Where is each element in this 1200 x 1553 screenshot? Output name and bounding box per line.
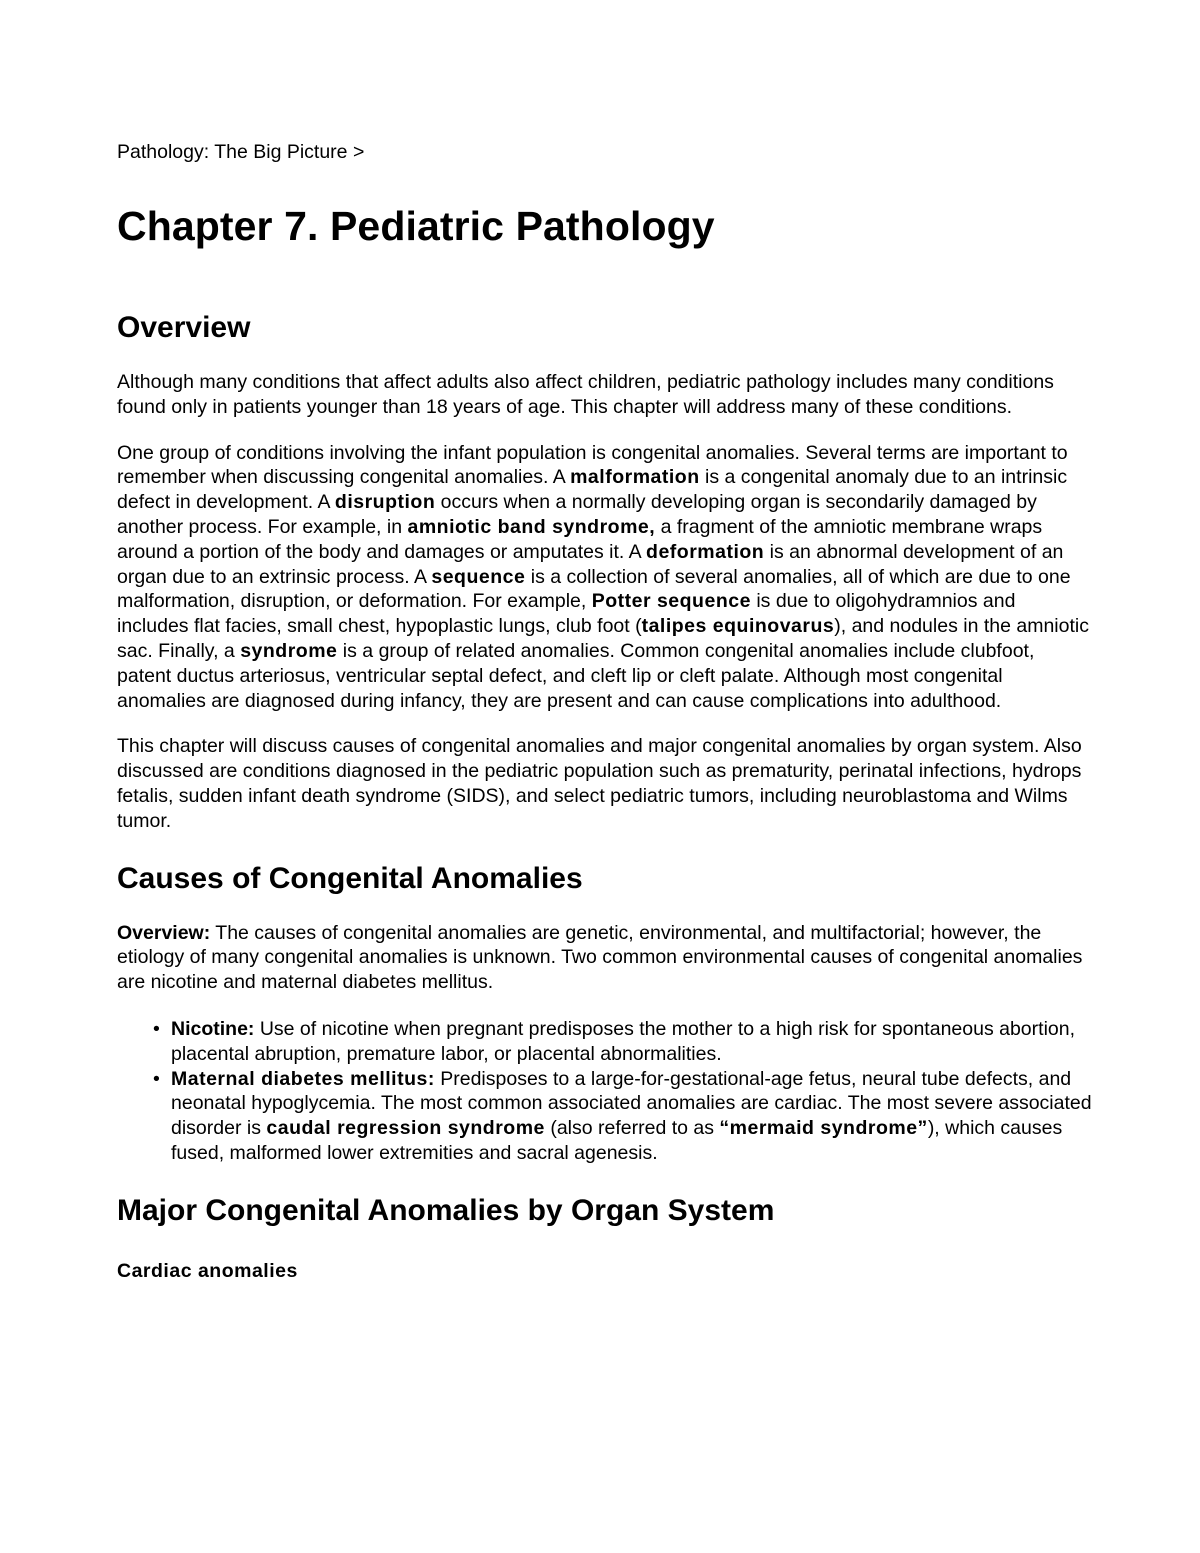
text-run: is a group of related anomalies. Common congenital anomalies include clubfoot, patent ductus arteriosus, ventricular septal defect, and cleft lip or cleft palate. Although most congenital anomalies are diagnosed during infancy, they are present and can cause complications into adulthood. <box>117 639 1035 712</box>
cardiac-anomalies-subheading: Cardiac anomalies <box>117 1259 298 1282</box>
list-item-maternal-diabetes <box>153 1067 1092 1166</box>
text-run: ), and nodules in the amniotic sac. Finally, a <box>117 615 1089 662</box>
nicotine-label: Nicotine: <box>171 1017 255 1040</box>
text-run: is a congenital anomaly due to an intrinsic defect in development. A <box>117 466 1068 514</box>
term-amniotic-band-syndrome: amniotic band syndrome, <box>407 515 656 538</box>
overview-paragraph-3: This chapter will discuss causes of congenital anomalies and major congenital anomalies by organ system. Also discussed are conditions diagnosed in the pediatric population such as prematurity, perinatal infections, hydrops fetalis, sudden infant death syndrome (SIDS), and select pediatric tumors, including neuroblastoma and Wilms tumor. <box>117 735 1082 832</box>
causes-heading: Causes of Congenital Anomalies <box>117 861 583 895</box>
causes-list <box>117 1017 1092 1166</box>
maternal-diabetes-label: Maternal diabetes mellitus: <box>171 1067 435 1090</box>
term-caudal-regression-syndrome: caudal regression syndrome <box>266 1117 545 1140</box>
overview-label: Overview: <box>117 921 211 944</box>
text-run: Use of nicotine when pregnant predisposes the mother to a high risk for spontaneous abortion, placental abruption, premature labor, or placental abnormalities. <box>171 1017 1076 1065</box>
term-sequence: sequence <box>431 565 526 588</box>
causes-overview-paragraph <box>117 921 1092 995</box>
term-deformation: deformation <box>646 540 765 563</box>
bullet-icon: • <box>153 1017 160 1040</box>
text-run: One group of conditions involving the infant population is congenital anomalies. Several terms are important to remember when discussing congenital anomalies. A <box>117 441 1068 489</box>
breadcrumb[interactable]: Pathology: The Big Picture > <box>117 141 365 163</box>
term-talipes-equinovarus: talipes equinovarus <box>641 615 835 638</box>
text-run: ), which causes fused, malformed lower extremities and sacral agenesis. <box>171 1117 1063 1164</box>
major-anomalies-heading: Major Congenital Anomalies by Organ System <box>117 1193 775 1227</box>
text-run: Predisposes to a large-for-gestational-age fetus, neural tube defects, and neonatal hypoglycemia. The most common associated anomalies are cardiac. The most severe associated disorder is <box>171 1067 1092 1140</box>
text-run: The causes of congenital anomalies are genetic, environmental, and multifactorial; however, the etiology of many congenital anomalies is unknown. Two common environmental causes of congenital anomalies are nicotine and maternal diabetes mellitus. <box>117 921 1083 994</box>
overview-paragraph-1: Although many conditions that affect adults also affect children, pediatric pathology includes many conditions found only in patients younger than 18 years of age. This chapter will address many of these conditions. <box>117 371 1054 418</box>
overview-heading: Overview <box>117 311 251 344</box>
bullet-icon: • <box>153 1067 160 1090</box>
text-run: a fragment of the amniotic membrane wraps around a portion of the body and damages or amputates it. A <box>117 515 1043 563</box>
overview-paragraph-2 <box>117 441 1092 714</box>
term-mermaid-syndrome: “mermaid syndrome” <box>719 1117 928 1140</box>
text-run: (also referred to as <box>544 1117 720 1140</box>
term-syndrome: syndrome <box>240 639 338 662</box>
document-page <box>117 140 1092 1284</box>
text-run: is an abnormal development of an organ due to an extrinsic process. A <box>117 540 1064 588</box>
text-run: is a collection of several anomalies, all of which are due to one malformation, disruption, or deformation. For example, <box>117 565 1071 613</box>
term-potter-sequence: Potter sequence <box>591 590 751 613</box>
term-malformation: malformation <box>570 466 700 489</box>
text-run: is due to oligohydramnios and includes flat facies, small chest, hypoplastic lungs, club foot ( <box>117 590 1016 638</box>
chapter-title: Chapter 7. Pediatric Pathology <box>117 203 715 249</box>
list-item-nicotine <box>153 1017 1092 1067</box>
term-disruption: disruption <box>334 491 436 514</box>
text-run: occurs when a normally developing organ is secondarily damaged by another process. For example, in <box>117 491 1037 538</box>
